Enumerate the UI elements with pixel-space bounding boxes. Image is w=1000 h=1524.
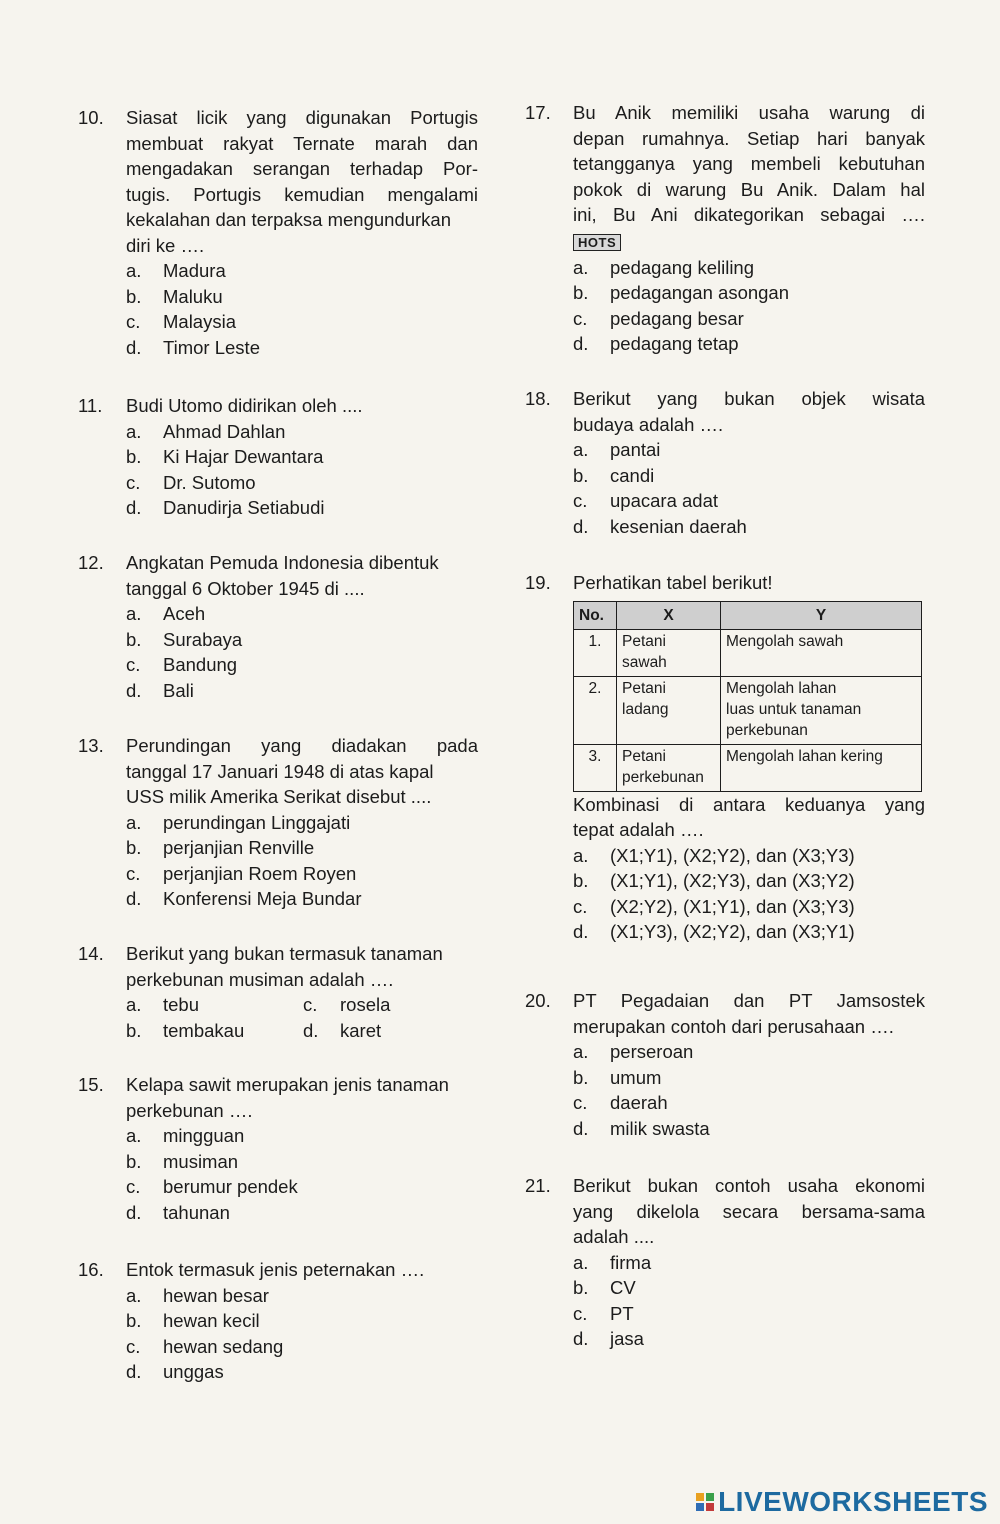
option-c[interactable]: c. berumur pendek (126, 1176, 298, 1198)
question-number: 14. (78, 943, 104, 964)
question-number: 20. (525, 990, 551, 1011)
option-d[interactable]: d. kesenian daerah (573, 515, 747, 537)
question-number: 18. (525, 388, 551, 409)
question-text-line: Bu Anik memiliki usaha warung di (573, 102, 925, 123)
option-c[interactable]: c. daerah (573, 1092, 668, 1114)
option-a[interactable]: a. hewan besar (126, 1284, 269, 1306)
option-d[interactable]: d. milik swasta (573, 1117, 710, 1139)
question-text-line: Budi Utomo didirikan oleh .... (126, 395, 363, 416)
option-c[interactable]: c. perjanjian Roem Royen (126, 862, 357, 884)
option-a[interactable]: a. pedagang keliling (573, 256, 755, 278)
option-c[interactable]: c. Dr. Sutomo (126, 471, 256, 493)
question-text-line: Kelapa sawit merupakan jenis tanaman (126, 1074, 449, 1095)
table-row: 2. Petani ladang Mengolah lahan luas untuk tanaman perkebunan (574, 676, 922, 744)
table-header-y: Y (721, 601, 922, 629)
option-d[interactable]: d. unggas (126, 1361, 224, 1383)
question-16 (78, 1257, 478, 1385)
question-text-line: yang dikelola secara bersama-sama (573, 1200, 925, 1222)
question-text-line: Perhatikan tabel berikut! (573, 572, 773, 593)
option-d[interactable]: d. tahunan (126, 1201, 230, 1223)
question-number: 12. (78, 552, 104, 573)
question-text-line: tetangganya yang membeli kebutuhan (573, 153, 925, 174)
option-d[interactable]: d. Konferensi Meja Bundar (126, 888, 362, 910)
option-b[interactable]: b. tembakau (126, 1019, 245, 1041)
question-17 (525, 100, 925, 357)
question-18 (525, 386, 925, 539)
option-c[interactable]: c. rosela (303, 994, 391, 1015)
question-number: 21. (525, 1175, 551, 1196)
option-a[interactable]: a. tebu (126, 994, 200, 1015)
question-text-line: Berikut yang bukan objek wisata (573, 388, 925, 409)
option-b[interactable]: b. CV (573, 1277, 636, 1299)
option-d[interactable]: d. Danudirja Setiabudi (126, 497, 325, 519)
option-d[interactable]: d. Timor Leste (126, 336, 260, 358)
liveworksheets-logo[interactable] (696, 1486, 988, 1518)
question-text-line: pokok di warung Bu Anik. Dalam hal (573, 178, 925, 200)
option-c[interactable]: c. Bandung (126, 654, 238, 676)
option-d[interactable]: d. Bali (126, 679, 194, 701)
option-b[interactable]: b. umum (573, 1066, 662, 1088)
option-a[interactable]: a. mingguan (126, 1125, 245, 1146)
question-number: 13. (78, 735, 104, 756)
option-c[interactable]: c. Malaysia (126, 311, 236, 333)
hots-badge: HOTS (573, 234, 621, 251)
question-text-line: merupakan contoh dari perusahaan …. (573, 1015, 894, 1037)
question-text-line: membuat rakyat Ternate marah dan (126, 132, 478, 154)
option-a[interactable]: a. perundingan Linggajati (126, 811, 351, 833)
question-number: 15. (78, 1074, 104, 1095)
question-number: 11. (78, 395, 103, 416)
question-text-line: depan rumahnya. Setiap hari banyak (573, 127, 925, 149)
option-b[interactable]: b. hewan kecil (126, 1310, 260, 1332)
question-10 (78, 105, 478, 360)
question-19 (525, 570, 925, 945)
question-text-line: Kombinasi di antara keduanya yang (573, 793, 925, 815)
question-12 (78, 550, 478, 703)
question-text-line: kekalahan dan terpaksa mengundurkan (126, 209, 452, 230)
option-a[interactable]: a. perseroan (573, 1041, 694, 1062)
option-a[interactable]: a. (X1;Y1), (X2;Y2), dan (X3;Y3) (573, 844, 855, 866)
option-a[interactable]: a. Aceh (126, 603, 206, 624)
option-d[interactable]: d. pedagang tetap (573, 333, 739, 355)
question-text-line: tugis. Portugis kemudian mengalami (126, 183, 478, 205)
question-number: 17. (525, 102, 551, 123)
option-b[interactable]: b. perjanjian Renville (126, 837, 315, 859)
table-header-x: X (617, 601, 721, 629)
question-11 (78, 393, 478, 521)
question-text-line: tanggal 17 Januari 1948 di atas kapal (126, 760, 434, 782)
option-d[interactable]: d. karet (303, 1019, 382, 1041)
option-c[interactable]: c. hewan sedang (126, 1335, 284, 1357)
question-number: 19. (525, 572, 551, 593)
question-text-line: USS milik Amerika Serikat disebut .... (126, 786, 432, 807)
question-13 (78, 733, 478, 912)
question-text-line: perkebunan musiman adalah …. (126, 968, 394, 990)
question-21 (525, 1173, 925, 1352)
question-text-line: adalah .... (573, 1226, 655, 1247)
option-c[interactable]: c. upacara adat (573, 490, 719, 512)
question-text-line: Berikut yang bukan termasuk tanaman (126, 943, 443, 964)
option-b[interactable]: b. musiman (126, 1150, 239, 1172)
option-d[interactable]: d. jasa (573, 1328, 644, 1350)
option-b[interactable]: b. candi (573, 464, 655, 486)
option-a[interactable]: a. firma (573, 1251, 652, 1273)
option-b[interactable]: b. pedagangan asongan (573, 282, 790, 304)
question-text-line: Berikut bukan contoh usaha ekonomi (573, 1175, 925, 1196)
question-number: 16. (78, 1259, 104, 1280)
question-text-line: Angkatan Pemuda Indonesia dibentuk (126, 552, 439, 573)
data-table (573, 601, 922, 792)
option-c[interactable]: c. pedagang besar (573, 307, 744, 329)
option-b[interactable]: b. Ki Hajar Dewantara (126, 446, 324, 468)
question-text-line: PT Pegadaian dan PT Jamsostek (573, 990, 925, 1011)
option-d[interactable]: d. (X1;Y3), (X2;Y2), dan (X3;Y1) (573, 921, 855, 943)
question-text-line: Entok termasuk jenis peternakan …. (126, 1259, 425, 1280)
option-a[interactable]: a. Madura (126, 260, 226, 281)
brand-icon (696, 1493, 714, 1511)
question-text-line: perkebunan …. (126, 1099, 253, 1121)
table-row: 1. Petani sawah Mengolah sawah (574, 629, 922, 676)
table-header-no: No. (574, 601, 617, 629)
question-text-line: tepat adalah …. (573, 819, 704, 840)
option-b[interactable]: b. Maluku (126, 285, 223, 307)
question-text-line: Perundingan yang diadakan pada (126, 735, 478, 756)
question-text-line: budaya adalah …. (573, 413, 724, 435)
question-15 (78, 1072, 478, 1225)
option-b[interactable]: b. (X1;Y1), (X2;Y3), dan (X3;Y2) (573, 870, 855, 892)
question-text-line: diri ke …. (126, 234, 205, 256)
question-text-line: ini, Bu Ani dikategorikan sebagai …. (573, 204, 925, 225)
option-a[interactable]: a. pantai (573, 439, 661, 460)
option-b[interactable]: b. Surabaya (126, 628, 243, 650)
option-a[interactable]: a. Ahmad Dahlan (126, 420, 286, 442)
option-c[interactable]: c. PT (573, 1302, 634, 1324)
option-c[interactable]: c. (X2;Y2), (X1;Y1), dan (X3;Y3) (573, 895, 855, 917)
table-row: 3. Petani perkebunan Mengolah lahan kering (574, 744, 922, 791)
question-text-line: Siasat licik yang digunakan Portugis (126, 107, 478, 128)
brand-name: LIVEWORKSHEETS (718, 1486, 988, 1517)
question-text-line: tanggal 6 Oktober 1945 di .... (126, 577, 365, 599)
question-text-line: mengadakan serangan terhadap Por- (126, 158, 478, 179)
question-14 (78, 941, 478, 1043)
question-20 (525, 988, 925, 1141)
question-number: 10. (78, 107, 104, 128)
